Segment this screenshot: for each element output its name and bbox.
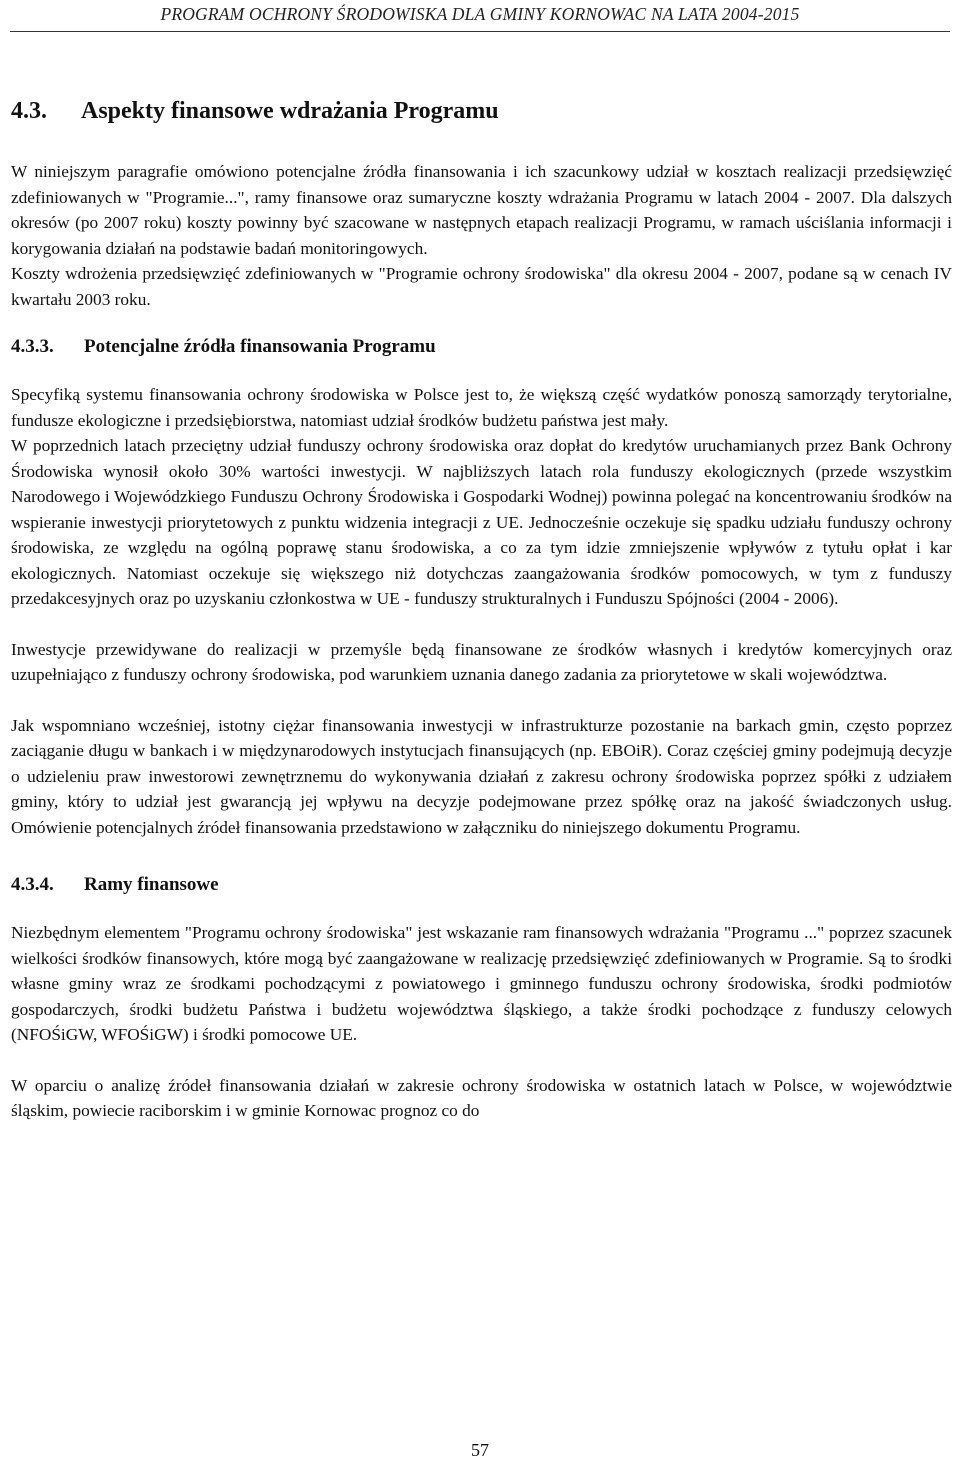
running-header: PROGRAM OCHRONY ŚRODOWISKA DLA GMINY KORNOWAC NA LATA 2004-2015 — [160, 4, 800, 24]
paragraph: W oparciu o analizę źródeł finansowania działań w zakresie ochrony środowiska w ostatnich latach w Polsce, w województwie śląskim, powiecie raciborskim i w gminie Kornowac prognoz co do — [11, 1075, 952, 1120]
subsection-heading-433 — [11, 334, 952, 360]
subsection-number: 4.3.4. — [11, 874, 54, 895]
section-number: 4.3. — [11, 98, 47, 124]
subsection-title: Potencjalne źródła finansowania Programu — [84, 336, 436, 357]
subsection-title: Ramy finansowe — [84, 874, 219, 895]
paragraph: W niniejszym paragrafie omówiono potencjalne źródła finansowania i ich szacunkowy udział w kosztach realizacji przedsięwzięć zdefiniowanych w "Programie...", ramy finansowe oraz sumaryczne koszty wdrażania Programu w latach 2004 - 2007. Dla dalszych okresów (po 2007 roku) koszty powinny być szacowane w następnych etapach realizacji Programu, w ramach uściślania informacji i korygowania działań na podstawie badań monitoringowych. — [11, 162, 952, 258]
paragraph: W poprzednich latach przeciętny udział funduszy ochrony środowiska oraz dopłat do kredytów uruchamianych przez Bank Ochrony Środowiska wynosił około 30% wartości inwestycji. W najbliższych latach rola funduszy ekologicznych (przede wszystkim Narodowego i Wojewódzkiego Funduszu Ochrony Środowiska i Gospodarki Wodnej) powinna polegać na koncentrowaniu środków na wspieranie inwestycji priorytetowych z punktu widzenia integracji z UE. Jednocześnie oczekuje się spadku udziału funduszy ochrony środowiska, ze względu na ogólną poprawę stanu środowiska, a co za tym idzie zmniejszenie wpływów z tytułu opłat i kar ekologicznych. Natomiast oczekuje się większego niż dotychczas zaangażowania środków pomocowych, w tym z funduszy przedakcesyjnych oraz po uzyskaniu członkostwa w UE - funduszy strukturalnych i Funduszu Spójności (2004 - 2006). — [11, 436, 952, 608]
paragraph: Niezbędnym elementem "Programu ochrony środowiska" jest wskazanie ram finansowych wdrażania "Programu ..." poprzez szacunek wielkości środków finansowych, które mogą być zaangażowane w realizację przedsięwzięć zdefiniowanych w Programie. Są to środki własne gminy wraz ze środkami pochodzącymi z powiatowego i gminnego funduszu ochrony środowiska, środki podmiotów gospodarczych, środki budżetu Państwa i budżetu województwa śląskiego, a także środki pochodzące z funduszy celowych (NFOŚiGW, WFOŚiGW) i środki pomocowe UE. — [11, 923, 952, 1044]
header-rule — [10, 31, 950, 32]
page-number: 57 — [471, 1440, 489, 1460]
paragraph: Specyfiką systemu finansowania ochrony środowiska w Polsce jest to, że większą część wydatków ponoszą samorządy terytorialne, fundusze ekologiczne i przedsiębiorstwa, natomiast udział środków budżetu państwa jest mały. — [11, 385, 952, 430]
subsection-heading-434 — [11, 872, 952, 898]
document-body — [11, 95, 952, 1124]
paragraph: Inwestycje przewidywane do realizacji w przemyśle będą finansowane ze środków własnych i kredytów komercyjnych oraz uzupełniająco z funduszy ochrony środowiska, pod warunkiem uznania danego zadania za priorytetowe w skali województwa. — [11, 639, 952, 684]
paragraph: Koszty wdrożenia przedsięwzięć zdefiniowanych w "Programie ochrony środowiska" dla okresu 2004 - 2007, podane są w cenach IV kwartału 2003 roku. — [11, 264, 952, 309]
subsection-number: 4.3.3. — [11, 336, 54, 357]
paragraph: Jak wspomniano wcześniej, istotny ciężar finansowania inwestycji w infrastrukturze pozostanie na barkach gmin, często poprzez zaciąganie długu w bankach i w międzynarodowych instytucjach finansujących (np. EBOiR). Coraz częściej gminy podejmują decyzje o udzieleniu praw inwestorowi zewnętrznemu do wykonywania działań z zakresu ochrony środowiska poprzez spółki z udziałem gminy, który to udział jest gwarancją jej wpływu na decyzje podejmowane przez spółkę oraz na jakość świadczonych usług. Omówienie potencjalnych źródeł finansowania przedstawiono w załączniku do niniejszego dokumentu Programu. — [11, 715, 952, 837]
section-title: Aspekty finansowe wdrażania Programu — [81, 98, 499, 124]
section-heading — [11, 95, 952, 127]
